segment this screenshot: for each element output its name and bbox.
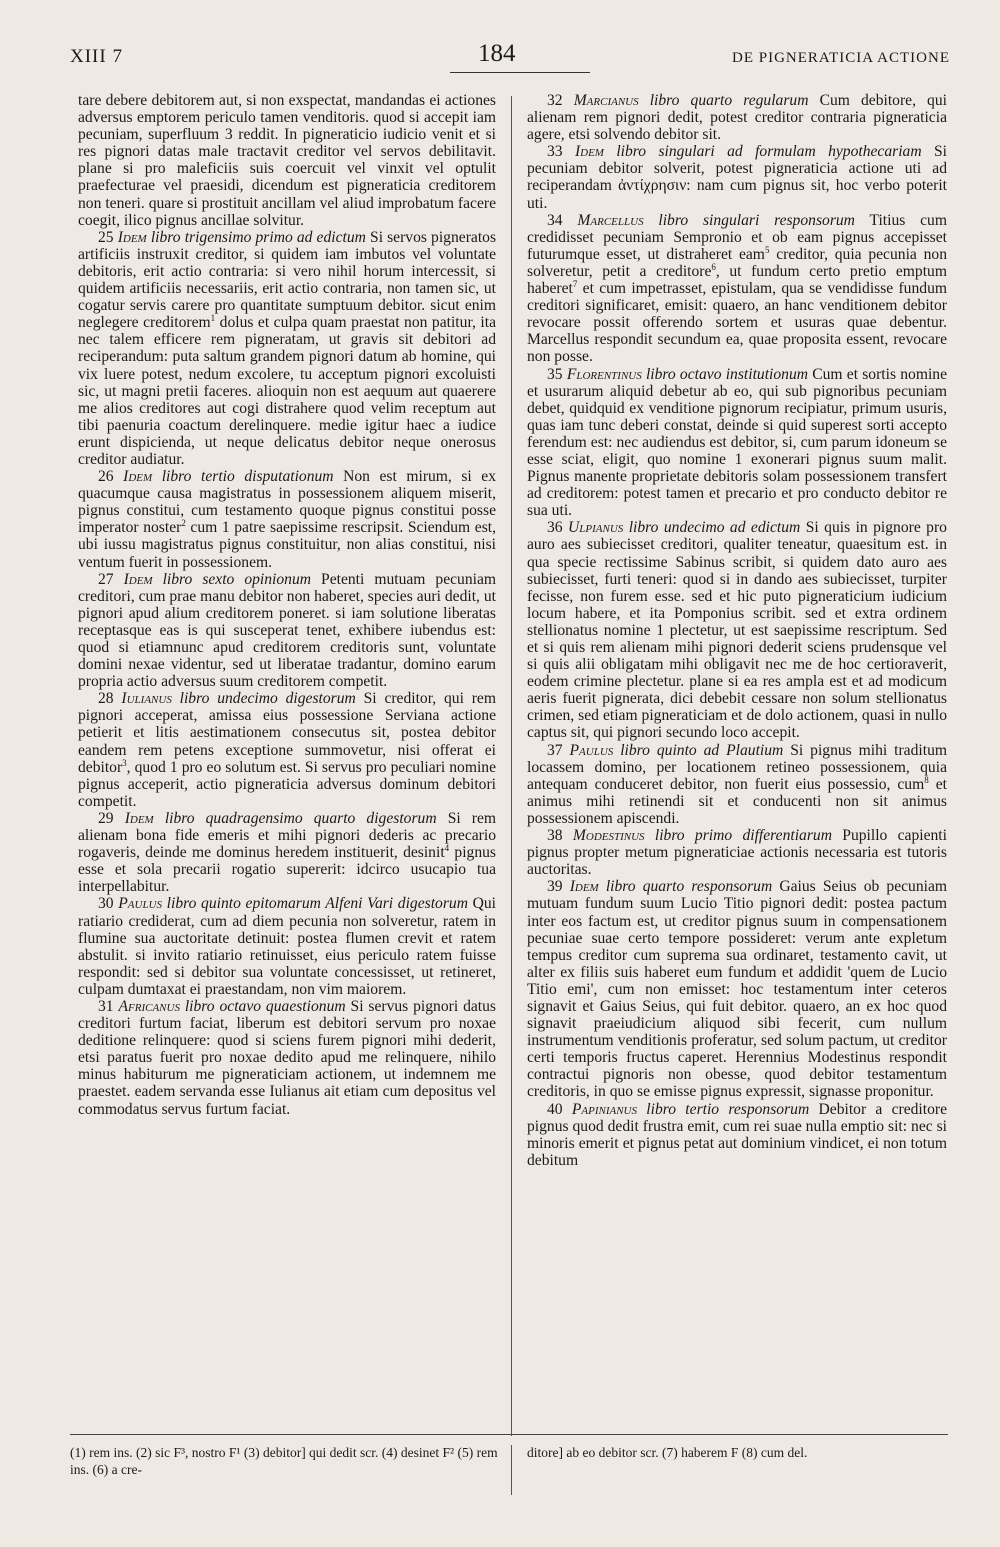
fragment-text: Pupillo capienti pignus propter metum pigneraticiae actionis necessaria est tutoris auctoritas. [527,827,947,879]
work-title: libro singulari responsorum [658,211,855,229]
fragment-text: Petenti mutuam pecuniam creditori, cum prae manu debitor non haberet, species auri dedit, ut pignori apud alium creditorem poneret. si iam solutione liberatas receptasque eas is qui susceperat tenet, exhibere iubendus est: quod si etiamnunc apud creditorem creditoris sunt, voluntate domini nexae videntur, sed ut liberatae tradantur, domino earum propria actio adversus suum creditorem competit. [78,570,497,691]
fragment-number: 33 [547,143,563,161]
fragment-number: 26 [98,468,114,486]
fragment-text: Debitor a creditore pignus quod dedit frustra emit, cum rei suae nulla emptio sit: nec si minoris emerit et pignus petat aut dominium vindicet, ei non totum debitum [527,1100,948,1169]
fragment-text: , quod 1 pro eo solutum est. Si servus pro peculiari nomine pignus acceperit, actio pigneraticia adversus dominum debitori competit. [78,758,496,810]
work-title: libro octavo institutionum [645,365,809,383]
footnotes-right: ditore] ab eo debitor scr. (7) haberem F (8) cum del. [527,1445,808,1460]
footnotes-left: (1) rem ins. (2) sic F³, nostro F¹ (3) debitor] qui dedit scr. (4) desinet F² (5) rem ins. (6) a cre- [70,1445,498,1477]
footnote-marker: 8 [924,774,929,785]
jurist-name: Idem [124,809,154,827]
fragment-text: Si pignus mihi traditum locassem domino, per locationem retineo possessionem, quia antequam conduceret debitor, non fuerit eius possessio, cum [527,741,947,793]
work-title: libro tertio disputationum [161,468,334,486]
work-title: libro sexto opinionum [162,570,312,588]
jurist-name: Marcianus [573,92,639,109]
right-column [527,92,947,1169]
jurist-name: Iulianus [121,690,172,708]
fragment-number: 36 [547,519,563,537]
work-title: libro quadragensimo quarto digestorum [164,809,437,827]
jurist-name: Idem [569,878,599,896]
fragment-32 [527,92,947,143]
work-title: libro primo differentiarum [654,827,832,845]
fragment-39 [527,878,947,1100]
fragment-text: et cum impetrasset, epistulam, qua se vendidisse fundum creditori significaret, emisit: quaero, an hanc venditionem debitor revocare possit offerendo sortem et usuras quae debentur. Marcellus respondit secundum ea, quae proposita essent, revocare non posse. [527,280,947,366]
jurist-name: Africanus [118,997,180,1015]
fragment-number: 39 [547,878,563,896]
fragment-30 [78,895,496,998]
fragment-text: Si creditor, qui rem pignori acceperat, amissa eius possessione Serviana actione petierit et litis aestimationem consecutus sit, postea debitor eandem rem petens exceptione summovetur, nisi offerat ei debitor [78,690,496,776]
fragment-number: 28 [98,690,114,708]
jurist-name: Idem [123,468,153,486]
footnote-marker: 4 [444,842,450,853]
fragment-25 [78,229,496,468]
fragment-number: 31 [98,997,114,1015]
fragment-33 [527,143,947,211]
fragment-number: 27 [98,570,114,588]
fragment-28 [78,690,496,810]
jurist-name: Florentinus [566,365,642,383]
fragment-27 [78,571,496,691]
fragment-text: Non est mirum, si ex quacumque causa magistratus in possessionem aliquem miserit, pignus constitui, cum testamento quoque pignus constitui posse imperator noster [78,468,497,537]
fragment-number: 30 [98,895,114,913]
header-rule [450,72,590,73]
fragment-number: 40 [547,1100,563,1118]
fragment-text: Cum et sortis nomine et usurarum aliquid debetur ab eo, qui sub pignoribus pecuniam debet, quidquid ex venditione pignorum recipiatur, primum usuris, quas iam tunc deberi constat, deinde si quid superest sorti accepto ferendum est: nec audiendus est debitor, si, cum parum idoneum se esse sciat, eligit, quo nomine 1 exonerari pignus suum malit. Pignus manente proprietate debitoris solam possessionem transfert ad creditorem: potest tamen et precario et pro conducto debitor re sua uti. [527,365,948,520]
jurist-name: Paulus [569,741,614,759]
fragment-26 [78,468,496,571]
fragment-37 [527,742,947,827]
footnote-rule [70,1434,948,1435]
fragment-text: creditor, quia pecunia non solveretur, petit a creditore [527,245,947,280]
work-title: libro quarto responsorum [605,878,773,896]
fragment-text: Si servus pignori datus creditori furtum faciat, liberum est debitori servum pro noxae deditione relinquere: quod si sciens furem pignori mihi dederit, etsi paratus fuerit pro noxae dedito apud me relinquere, nihilo minus habiturum me pigneraticiam actionem, ut indemnem me praestet. eadem servanda esse Iulianus ait etiam cum depositus vel commodatus servus furtum faciat. [78,997,496,1118]
work-title: libro quinto ad Plautium [620,741,784,759]
fragment-number: 25 [98,228,114,246]
work-title: libro tertio responsorum [646,1100,810,1118]
fragment-text: pignus esse et sola precarii rogatio supererit: idcirco usucapio tua interpellabitur. [78,844,496,896]
fragment-text: et animus mihi retinendi sit et conducenti non sit animus possessionem apiscendi. [527,775,947,827]
footnote-marker: 3 [122,757,127,768]
fragment-35 [527,366,947,520]
fragment-text: Si servos pigneratos artificiis instruxit creditor, si quidem iam imbutos vel voluntate debitoris, erit actio contraria: si vero nihil horum intercessit, si quidem artificiis necessariis, erit actio contraria, non tamen sic, ut cogatur servis carere pro quantitate sumptuum debitor. sicut enim neglegere creditorem [78,228,497,332]
fragment-text: Si pecuniam debitor solverit, potest pigneraticia actione uti ad reciperandam ἀντίχρησιν: nam cum pignus sit, hoc verbo poterit uti. [527,143,947,212]
footnote-marker: 6 [711,261,716,272]
fragment-38 [527,827,947,878]
footnote-marker: 1 [210,313,216,324]
fragment-40 [527,1101,947,1169]
fragment-number: 29 [98,809,114,827]
fragment-text: , ut fundum certo pretio emptum haberet [527,262,947,298]
fragment-text: Gaius Seius ob pecuniam mutuam fundum suum Lucio Titio pignori dedit: postea pactum inter eos factum est, ut creditor pignus suum in compensationem pecuniae suae certo tempore possideret: verum ante expletum tempus creditor cum suprema sua ordinaret, testamento cavit, ut alter ex filiis suis haberet eum fundum et addidit 'quem de Lucio Titio emi', cum non emisset: hoc testamentum inter ceteros signavit et Gaius Seius, qui fuit debitor. quaero, an ex hoc quod signavit praeiudicium aliquod sibi fecerit, cum nullum instrumentum venditionis proferatur, sed solum pactum, ut creditor certi temporis fructus caperet. Herennius Modestinus respondit contractui pignoris non obesse, quod debitor testamentum creditoris, in quo se emisse pignus expressit, signasse proponitur. [527,878,948,1101]
jurist-name: Idem [117,228,147,246]
fragment-number: 37 [547,741,563,759]
work-title: libro quarto regularum [649,92,809,109]
fragment-text: Si quis in pignore pro auro aes subiecisset creditori, qualiter teneatur, quaesitum est. in qua specie rectissime Sabinus scribit, si quidem dato auro aes subiecisset, furti teneri: quod si in dando aes subiecisset, turpiter fecisse, non furem esse. sed et hic puto pigneraticium iudicium locum habere, et ita Pomponius scribit. sed et extra ordinem stellionatus nomine 1 plectetur, ut est saepissime rescriptum. Sed et si quis rem alienam mihi pignori dederit sciens prudensque vel si quis alii obligatam mihi obligavit nec me de hoc certioraverit, eodem crimine plectetur. plane si ea res ampla est et ad modicum aeris fuerit pignerata, dici debebit cessare non solum stellionatus crimen, sed etiam pigneraticiam et de dolo actionem, quasi in nullo captus sit, qui pignori secundo loco accepit. [527,519,947,742]
jurist-name: Ulpianus [568,519,624,537]
left-column [78,92,496,1118]
column-divider [511,96,512,1436]
work-title: libro undecimo digestorum [179,690,356,708]
work-title: libro quinto epitomarum Alfeni Vari digestorum [166,895,468,913]
fragment-text: Qui ratiario crediderat, cum ad diem pecunia non solveretur, ratem in flumine sua auctoritate detinuit: postea flumen crevit et ratem abstulit. si invito ratiario retinuisset, eius periculo ratem fuisse respondit: sed si debitor sua voluntate concessisset, ut retineret, culpam dumtaxat ei praestandam, non vim maiorem. [78,895,497,998]
page-header [0,0,1000,80]
footnote-marker: 2 [181,518,186,529]
fragment-text: dolus et culpa quam praestat non patitur, ita nec talem efficere rem pigneratam, ut gravis sit debitori ad reciperandum: puta saltum grandem pignori datum ab homine, qui vix luere potest, nedum excolere, tu acceptum pignori excoluisti sic, ut magni pretii faceres. alioquin non est aequum aut quaerere me alios creditores aut cogi distrahere quod velim receptum aut tibi paenuria coactum derelinquere. medie igitur haec a iudice erunt dispicienda, ut neque delicatus debitor neque onerosus creditor audiatur. [78,314,496,468]
footnote-marker: 5 [764,244,770,255]
fragment-number: 32 [547,92,563,109]
fragment-number: 34 [547,211,563,229]
running-title: DE PIGNERATICIA ACTIONE [732,50,950,66]
page-number: 184 [478,40,516,67]
jurist-name: Marcellus [577,211,644,229]
jurist-name: Paulus [118,895,162,913]
fragment-36 [527,519,947,741]
footnote-divider [511,1445,512,1495]
fragment-text: Si rem alienam bona fide emeris et mihi pignori dederis ac precario rogaveris, deinde me dominus heredem instituerit, desinit [78,809,497,862]
fragment-number: 38 [547,827,563,845]
paragraph-continuation: tare debere debitorem aut, si non exspectat, mandandas ei actiones adversus emptorem periculo tamen venditoris. quod si accepit iam pecuniam, superfluum 3 reddit. In pigneraticio iudicio venit et si res pignori datas male tractavit creditor vel servos debilitavit. plane si pro maleficiis suis coercuit vel vinxit vel optulit praefecturae vel praesidi, dicendum est pigneraticia creditorem non teneri. quare si prostituit ancillam vel aliud improbatum facere coegit, ilico pignus ancillae solvitur. [78,92,496,229]
jurist-name: Modestinus [572,827,645,845]
fragment-29 [78,810,496,895]
work-title: libro trigensimo primo ad edictum [150,228,366,246]
work-title: libro octavo quaestionum [184,997,346,1015]
work-title: libro undecimo ad edictum [628,519,801,537]
work-title: libro singulari ad formulam hypothecariam [616,143,922,161]
footnote-marker: 7 [572,278,578,289]
jurist-name: Idem [123,570,153,588]
fragment-31 [78,998,496,1118]
jurist-name: Papinianus [571,1100,638,1118]
book-section-label: XIII 7 [70,46,123,67]
fragment-34 [527,212,947,366]
fragment-number: 35 [547,365,563,383]
fragment-text: Titius cum credidisset pecuniam Sempronio et ob eam pignus accepisset futurumque esset, ut distraheret eam [527,211,947,263]
jurist-name: Idem [574,143,604,161]
fragment-text: Cum debitore, qui alienam rem pignori dedit, potest creditor contraria pigneraticia agere, etsi solvendo debitor sit. [527,92,947,144]
fragment-text: cum 1 patre saepissime rescripsit. Sciendum est, ubi iussu magistratus pignus constituitur, non alias constitui, nisi ventum fuerit in possessionem. [78,519,496,571]
